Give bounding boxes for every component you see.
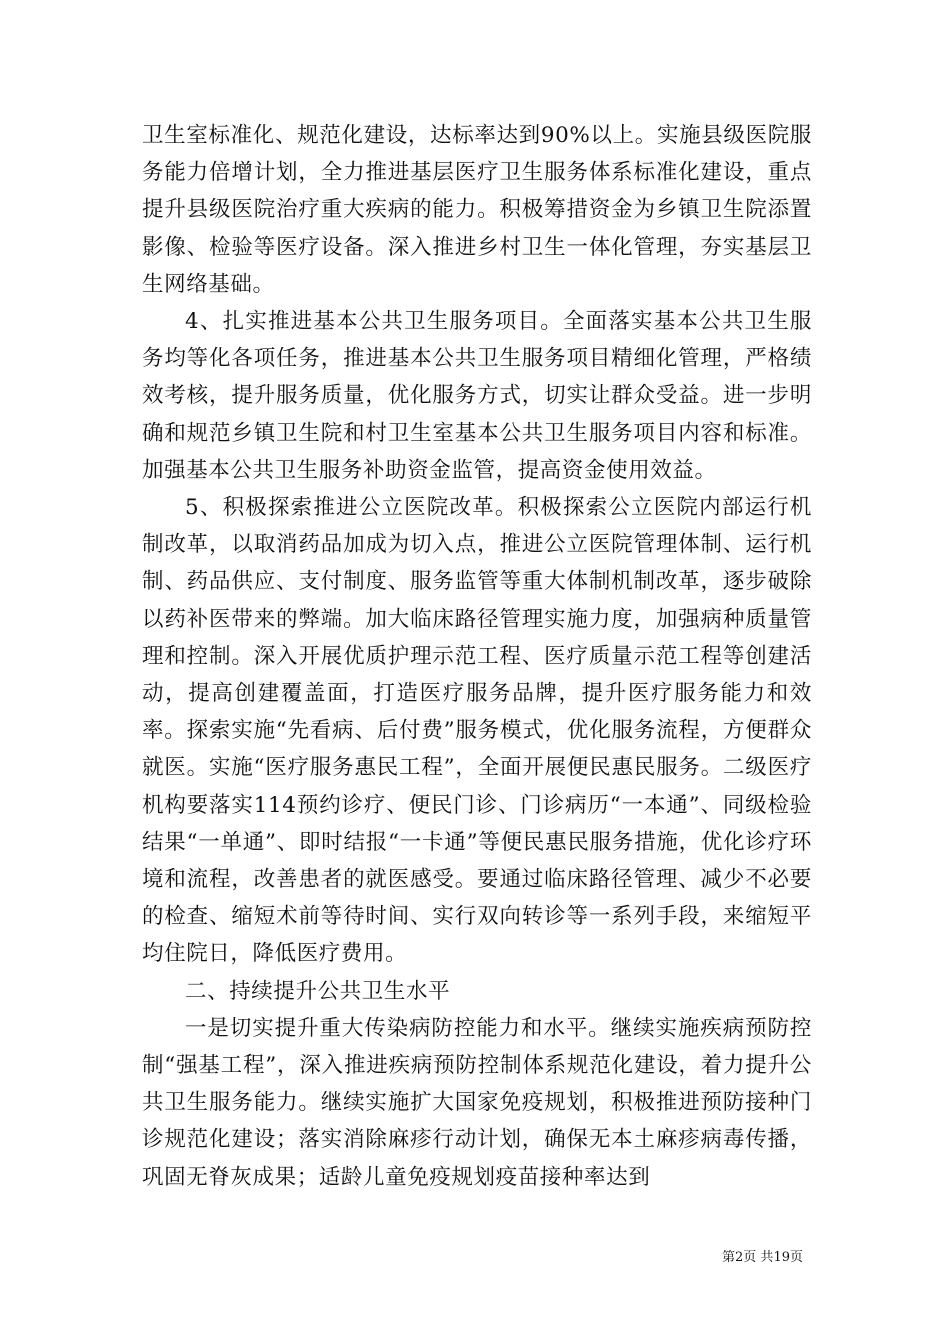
document-body <box>142 117 812 1196</box>
current-page: 2 <box>735 1250 744 1265</box>
page-suffix: 页 <box>789 1250 803 1265</box>
paragraph-item-5: 5、积极探索推进公立医院改革。积极探索公立医院内部运行机制改革，以取消药品加成为切入点，推进公立医院管理体制、运行机制、药品供应、支付制度、服务监管等重大体制机制改革，逐步破除以药补医带来的弊端。加大临床路径管理实施力度，加强病种质量管理和控制。深入开展优质护理示范工程、医疗质量示范工程等创建活动，提高创建覆盖面，打造医疗服务品牌，提升医疗服务能力和效率。探索实施“先看病、后付费”服务模式，优化服务流程，方便群众就医。实施“医疗服务惠民工程”，全面开展便民惠民服务。二级医疗机构要落实114预约诊疗、便民门诊、门诊病历“一本通”、同级检验结果“一单通”、即时结报“一卡通”等便民惠民服务措施，优化诊疗环境和流程，改善患者的就医感受。要通过临床路径管理、减少不必要的检查、缩短术前等待时间、实行双向转诊等一系列手段，来缩短平均住院日，降低医疗费用。 <box>142 495 812 967</box>
total-pages: 19 <box>773 1250 790 1265</box>
page-prefix: 第 <box>722 1250 736 1265</box>
section-heading-2: 二、持续提升公共卫生水平 <box>185 978 451 1004</box>
paragraph-first-point: 一是切实提升重大传染病防控能力和水平。继续实施疾病预防控制“强基工程”，深入推进疾病预防控制体系规范化建设，着力提升公共卫生服务能力。继续实施扩大国家免疫规划，积极推进预防接种门诊规范化建设；落实消除麻疹行动计划，确保无本土麻疹病毒传播，巩固无脊灰成果；适龄儿童免疫规划疫苗接种率达到 <box>142 1015 812 1190</box>
page-middle: 页 共 <box>743 1250 774 1265</box>
paragraph-item-4: 4、扎实推进基本公共卫生服务项目。全面落实基本公共卫生服务均等化各项任务，推进基本公共卫生服务项目精细化管理，严格绩效考核，提升服务质量，优化服务方式，切实让群众受益。进一步明确和规范乡镇卫生院和村卫生室基本公共卫生服务项目内容和标准。加强基本公共卫生服务补助资金监管，提高资金使用效益。 <box>142 309 812 483</box>
page-number <box>722 1250 803 1266</box>
paragraph-continuation: 卫生室标准化、规范化建设，达标率达到90%以上。实施县级医院服务能力倍增计划，全力推进基层医疗卫生服务体系标准化建设，重点提升县级医院治疗重大疾病的能力。积极筹措资金为乡镇卫生院添置影像、检验等医疗设备。深入推进乡村卫生一体化管理，夯实基层卫生网络基础。 <box>142 123 812 297</box>
